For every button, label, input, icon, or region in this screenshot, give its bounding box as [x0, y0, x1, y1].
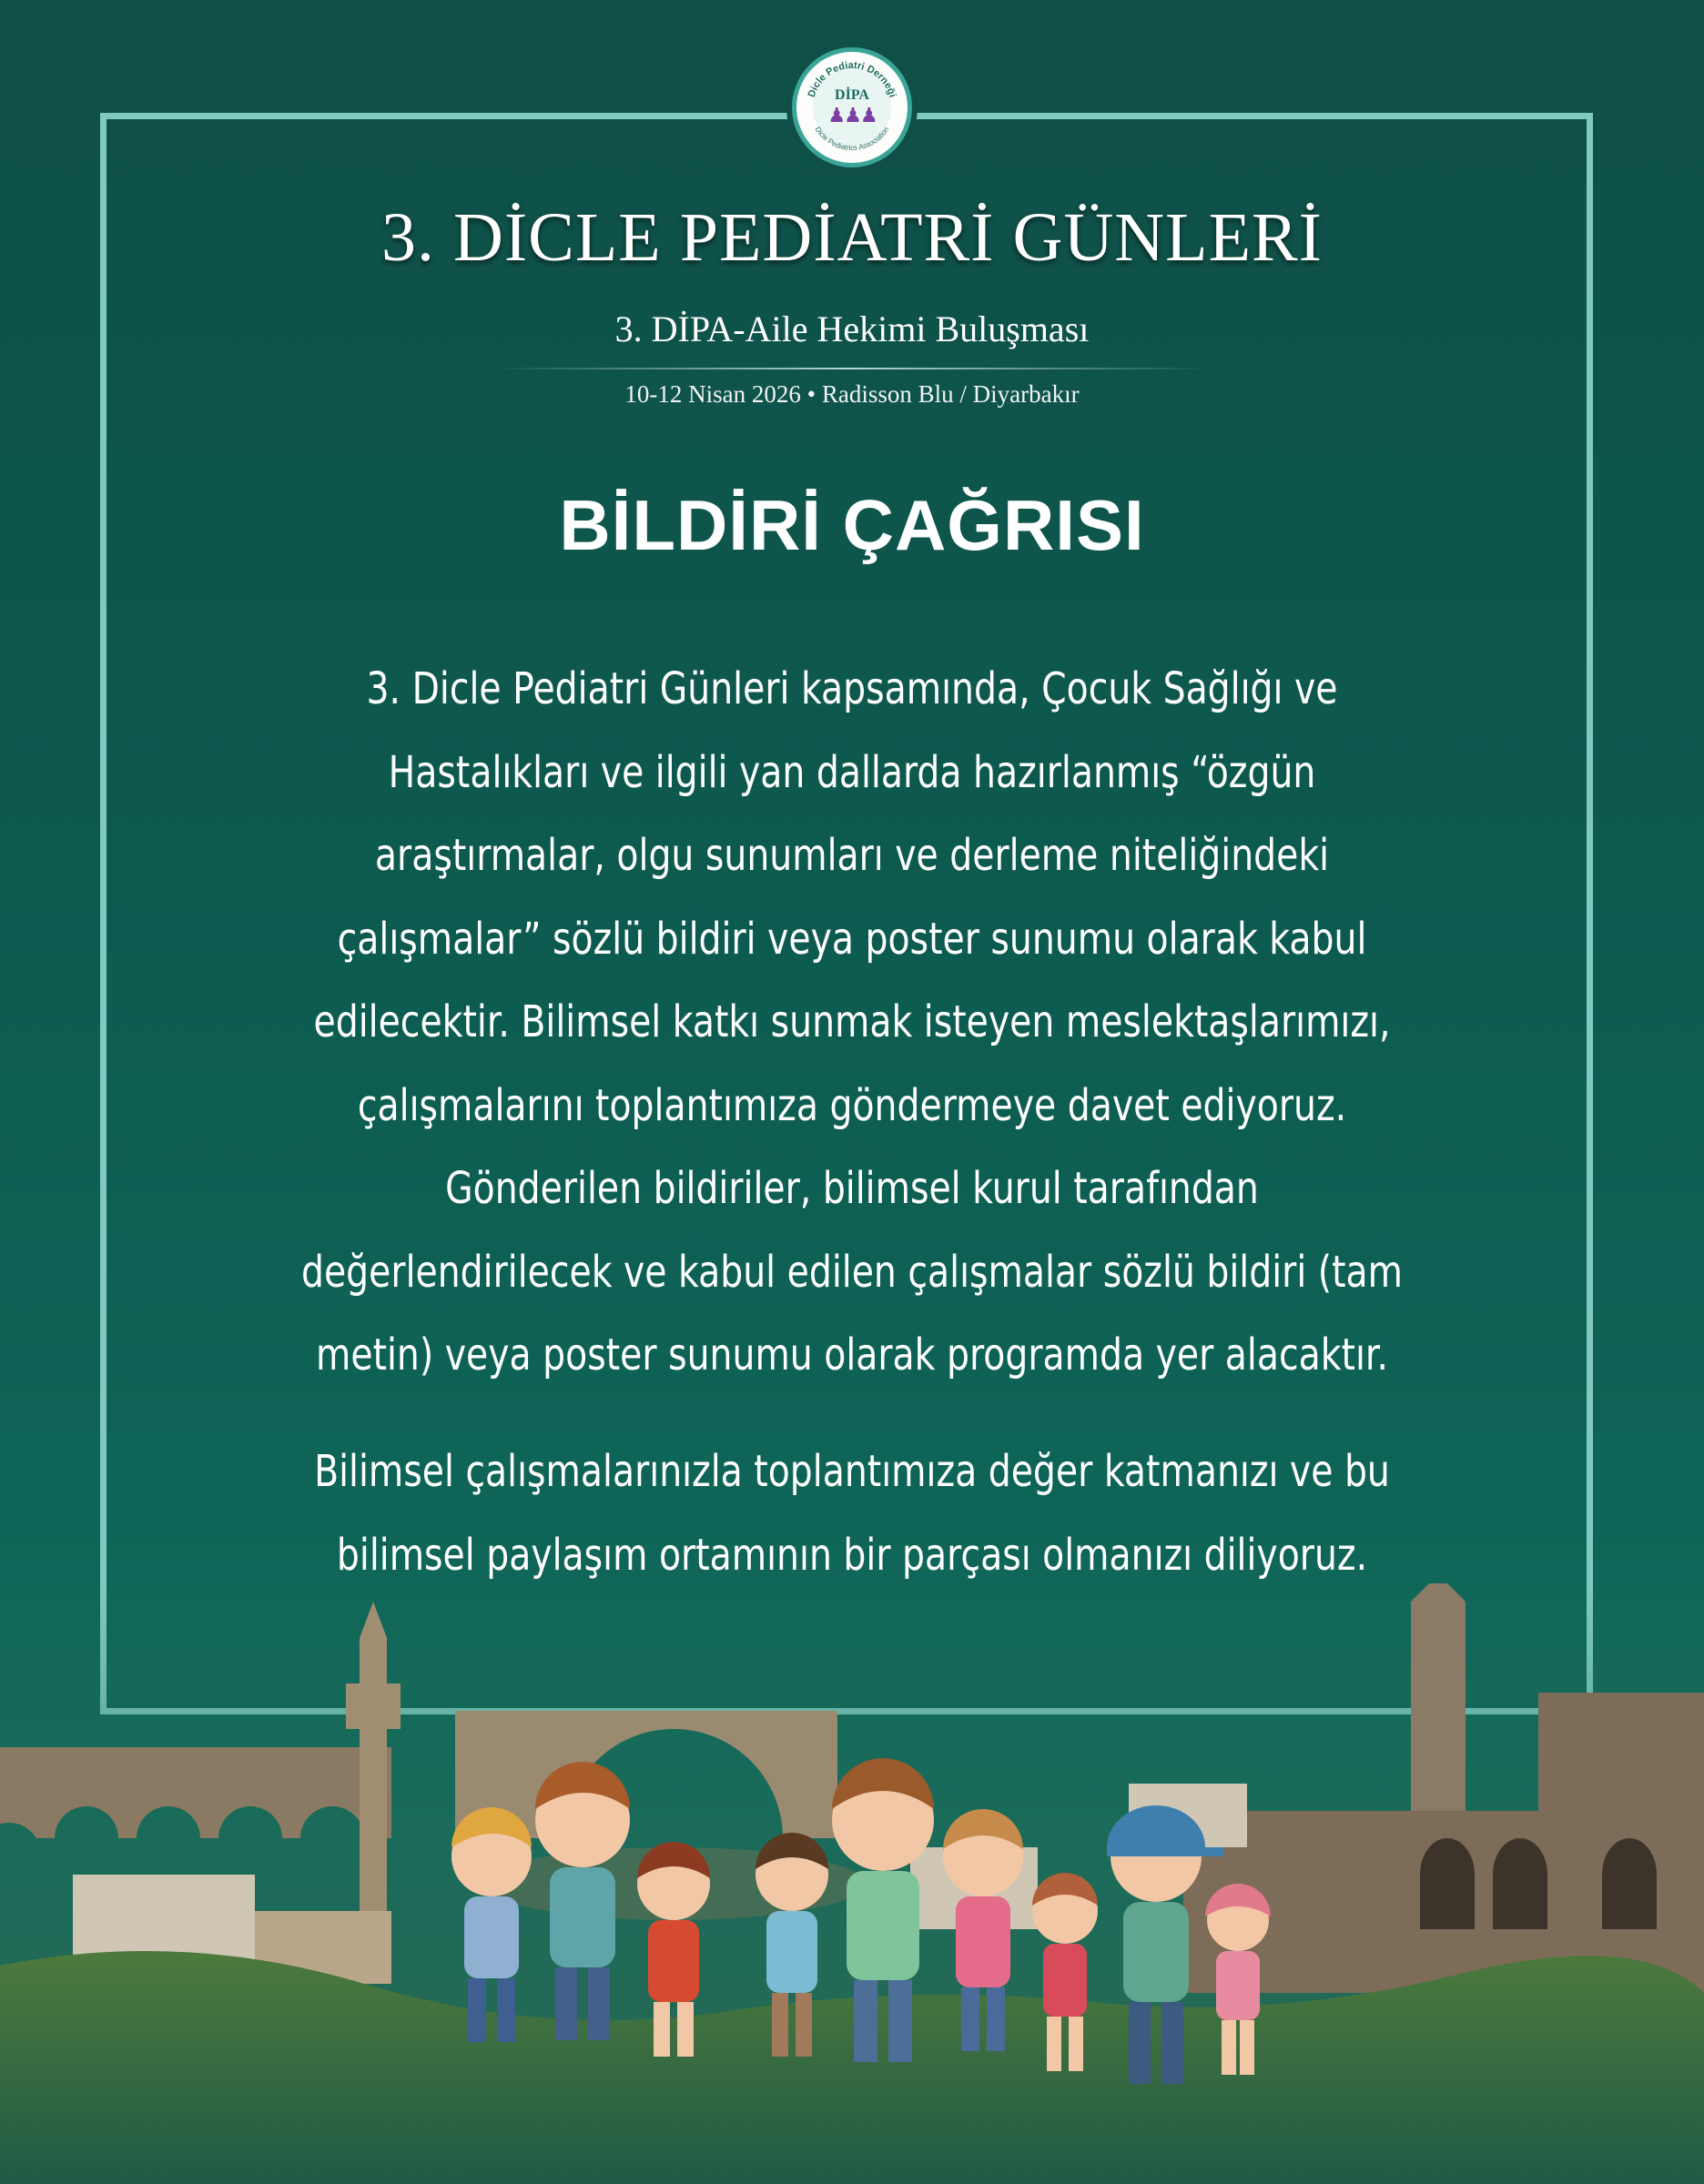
event-date-location: 10-12 Nisan 2026 • Radisson Blu / Diyarbakır — [624, 380, 1080, 408]
running-children — [451, 1758, 1271, 2084]
svg-text:Dicle Pediatrics Association — [814, 126, 891, 152]
paragraph-line: Gönderilen bildiriler, bilimsel kurul tarafından — [445, 1163, 1259, 1214]
call-heading: BİLDİRİ ÇAĞRISI — [559, 485, 1145, 565]
logo-top-text: Dicle Pediatri Derneği — [806, 59, 898, 99]
paragraph-line: edilecektir. Bilimsel katkı sunmak isteyen meslektaşlarımızı, — [313, 996, 1391, 1047]
paragraph-line: Hastalıkları ve ilgili yan dallarda hazırlanmış “özgün — [388, 746, 1316, 798]
dipa-logo — [786, 42, 918, 173]
paragraph-line: 3. Dicle Pediatri Günleri kapsamında, Çocuk Sağlığı ve — [366, 663, 1338, 714]
diyarbakir-landscape-illustration — [0, 1583, 1704, 2184]
paragraph-line: bilimsel paylaşım ortamının bir parçası olmanızı diliyoruz. — [336, 1529, 1368, 1581]
logo-center-text: DİPA — [835, 87, 869, 103]
paragraph-line: çalışmalarını toplantımıza göndermeye davet ediyoruz. — [357, 1079, 1347, 1131]
paragraph-line: çalışmalar” sözlü bildiri veya poster sunumu olarak kabul — [337, 913, 1367, 965]
svg-text:Dicle Pediatri Derneği — [806, 60, 898, 99]
event-subtitle: 3. DİPA-Aile Hekimi Buluşması — [614, 308, 1090, 349]
header-divider — [492, 368, 1212, 369]
logo-ring-text — [796, 52, 908, 163]
children-figures-icon: ♟♟♟ — [827, 104, 877, 126]
paragraph-line: araştırmalar, olgu sunumları ve derleme niteliğindeki — [374, 830, 1330, 881]
logo-bottom-text: Dicle Pediatrics Association — [813, 125, 891, 153]
paragraph-line: Bilimsel çalışmalarınızla toplantımıza değer katmanızı ve bu — [314, 1446, 1390, 1497]
paragraph-line: metin) veya poster sunumu olarak programda yer alacaktır. — [316, 1330, 1388, 1380]
event-title: 3. DİCLE PEDİATRİ GÜNLERİ — [380, 199, 1323, 276]
call-paragraph-1 — [288, 648, 1416, 1398]
call-paragraph-2 — [288, 1431, 1416, 1597]
paragraph-line: değerlendirilecek ve kabul edilen çalışmalar sözlü bildiri (tam — [300, 1246, 1404, 1298]
